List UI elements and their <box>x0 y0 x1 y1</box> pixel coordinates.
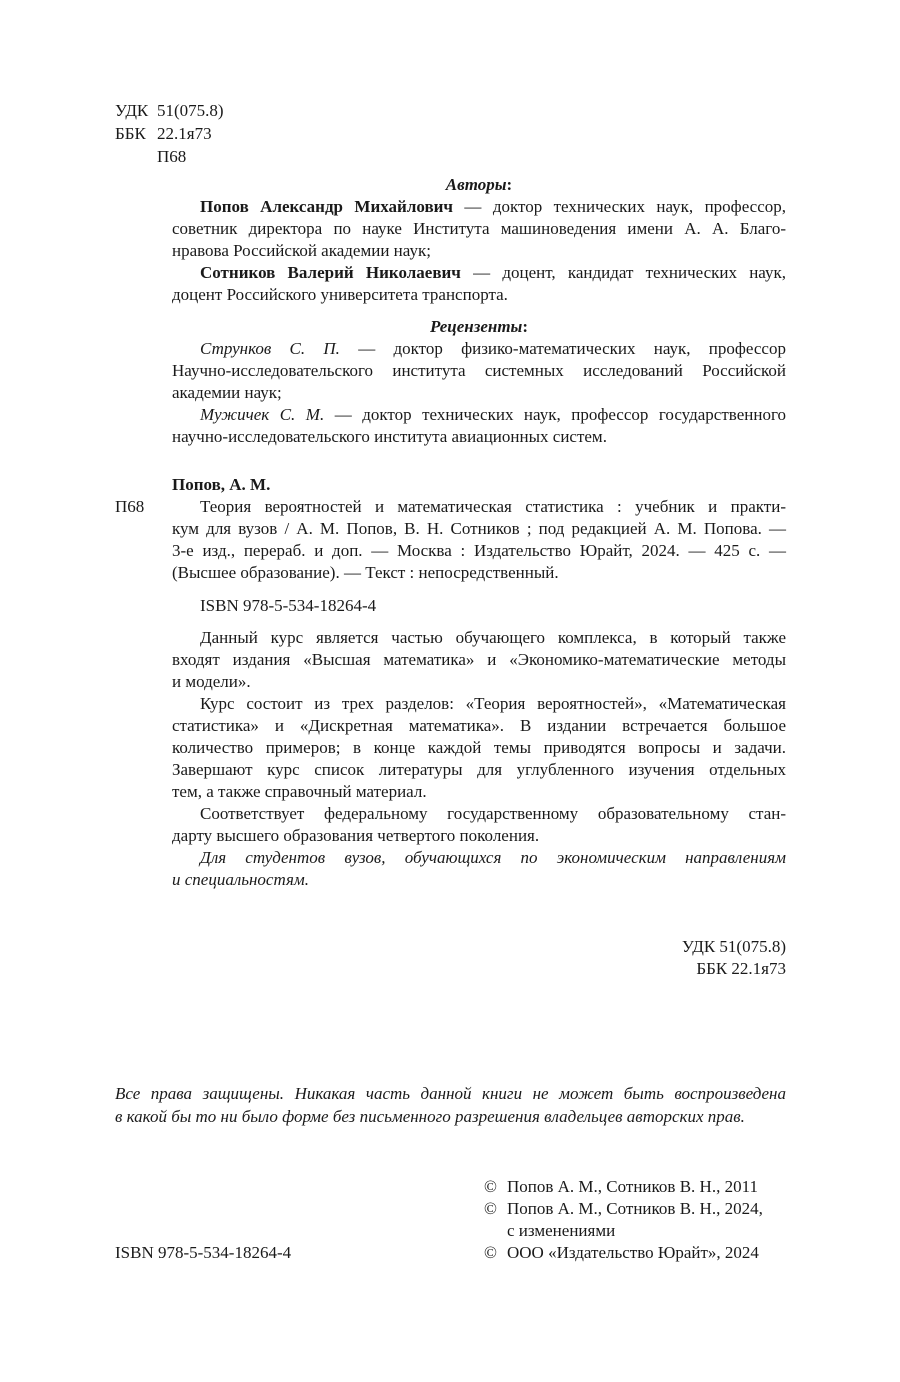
bbk-label: ББК <box>115 124 146 143</box>
annotation-p1-line1: Данный курс является частью обучающего комплекса, в который также <box>200 628 786 647</box>
reviewer2-line2: научно-исследовательского института авиационных систем. <box>172 427 607 446</box>
annotation-p1-line2: входят издания «Высшая математика» и «Экономико-математические методы <box>172 650 786 669</box>
author2-line1: Сотников Валерий Николаевич — доцент, кандидат технических наук, <box>200 263 786 282</box>
copyright-1: Попов А. М., Сотников В. Н., 2011 <box>507 1177 758 1196</box>
bbk-right: ББК 22.1я73 <box>696 959 786 978</box>
biblio-line-2: кум для вузов / А. М. Попов, В. Н. Сотников ; под редакцией А. М. Попова. — <box>172 519 786 538</box>
rights-line2: в какой бы то ни было форме без письменного разрешения владельцев авторских прав. <box>115 1107 745 1126</box>
annotation-p2-line3: количество примеров; в конце каждой темы приводятся вопросы и задачи. <box>172 738 786 757</box>
biblio-line-4: (Высшее образование). — Текст : непосредственный. <box>172 563 559 582</box>
authors-heading: Авторы: <box>445 175 513 194</box>
biblio-sign: П68 <box>115 497 145 516</box>
bbk-value: 22.1я73 <box>157 124 212 143</box>
rights-line1: Все права защищены. Никакая часть данной книги не может быть воспроизведена <box>115 1084 786 1103</box>
author1-line1: Попов Александр Михайлович — доктор технических наук, профессор, <box>200 197 787 216</box>
copyright-2-line1: Попов А. М., Сотников В. Н., 2024, <box>507 1199 763 1218</box>
reviewer1-line3: академии наук; <box>172 383 282 402</box>
reviewer2-line1: Мужичек С. М. — доктор технических наук, профессор государственного <box>200 405 786 424</box>
annotation-p4-line2: и специальностям. <box>172 870 309 889</box>
copyright-symbol-1: © <box>484 1177 497 1196</box>
annotation-p2-line5: тем, а также справочный материал. <box>172 782 427 801</box>
biblio-line-1: Теория вероятностей и математическая статистика : учебник и практи- <box>200 497 786 516</box>
copyright-2-line2: с изменениями <box>507 1221 616 1240</box>
annotation-p4-line1: Для студентов вузов, обучающихся по экономическим направлениям <box>200 848 786 867</box>
author1-line3: нравова Российской академии наук; <box>172 241 431 260</box>
author-sign: П68 <box>157 147 187 166</box>
annotation-p1-line3: и модели». <box>172 672 251 691</box>
annotation-p2-line2: статистика» и «Дискретная математика». В издании встречается большое <box>172 716 786 735</box>
annotation-p2-line4: Завершают курс список литературы для углубленного изучения отдельных <box>172 760 786 779</box>
annotation-p3-line1: Соответствует федеральному государственному образовательному стан- <box>200 804 786 823</box>
reviewer1-line1: Струнков С. П. — доктор физико-математических наук, профессор <box>200 339 786 358</box>
copyright-symbol-3: © <box>484 1243 497 1262</box>
footer-isbn: ISBN 978-5-534-18264-4 <box>115 1243 292 1262</box>
author2-name: Сотников Валерий Николаевич <box>200 263 461 282</box>
author2-line2: доцент Российского университета транспорта. <box>172 285 508 304</box>
author1-line2: советник директора по науке Института машиноведения имени А. А. Благо- <box>172 219 786 238</box>
copyright-3: ООО «Издательство Юрайт», 2024 <box>507 1243 759 1262</box>
reviewer1-name: Струнков С. П. <box>200 339 340 358</box>
udk-right: УДК 51(075.8) <box>681 937 786 956</box>
author1-name: Попов Александр Михайлович <box>200 197 454 216</box>
reviewers-heading: Рецензенты: <box>429 317 529 336</box>
biblio-line-3: 3-е изд., перераб. и доп. — Москва : Издательство Юрайт, 2024. — 425 с. — <box>172 541 786 560</box>
biblio-author: Попов, А. М. <box>172 475 271 494</box>
udk-value: 51(075.8) <box>157 101 224 120</box>
reviewer2-name: Мужичек С. М. <box>200 405 325 424</box>
annotation-p2-line1: Курс состоит из трех разделов: «Теория вероятностей», «Математическая <box>200 694 786 713</box>
biblio-isbn: ISBN 978-5-534-18264-4 <box>200 596 377 615</box>
copyright-symbol-2: © <box>484 1199 497 1218</box>
udk-label: УДК <box>115 101 149 120</box>
reviewer1-line2: Научно-исследовательского института системных исследований Российской <box>172 361 786 380</box>
annotation-p3-line2: дарту высшего образования четвертого поколения. <box>172 826 540 845</box>
